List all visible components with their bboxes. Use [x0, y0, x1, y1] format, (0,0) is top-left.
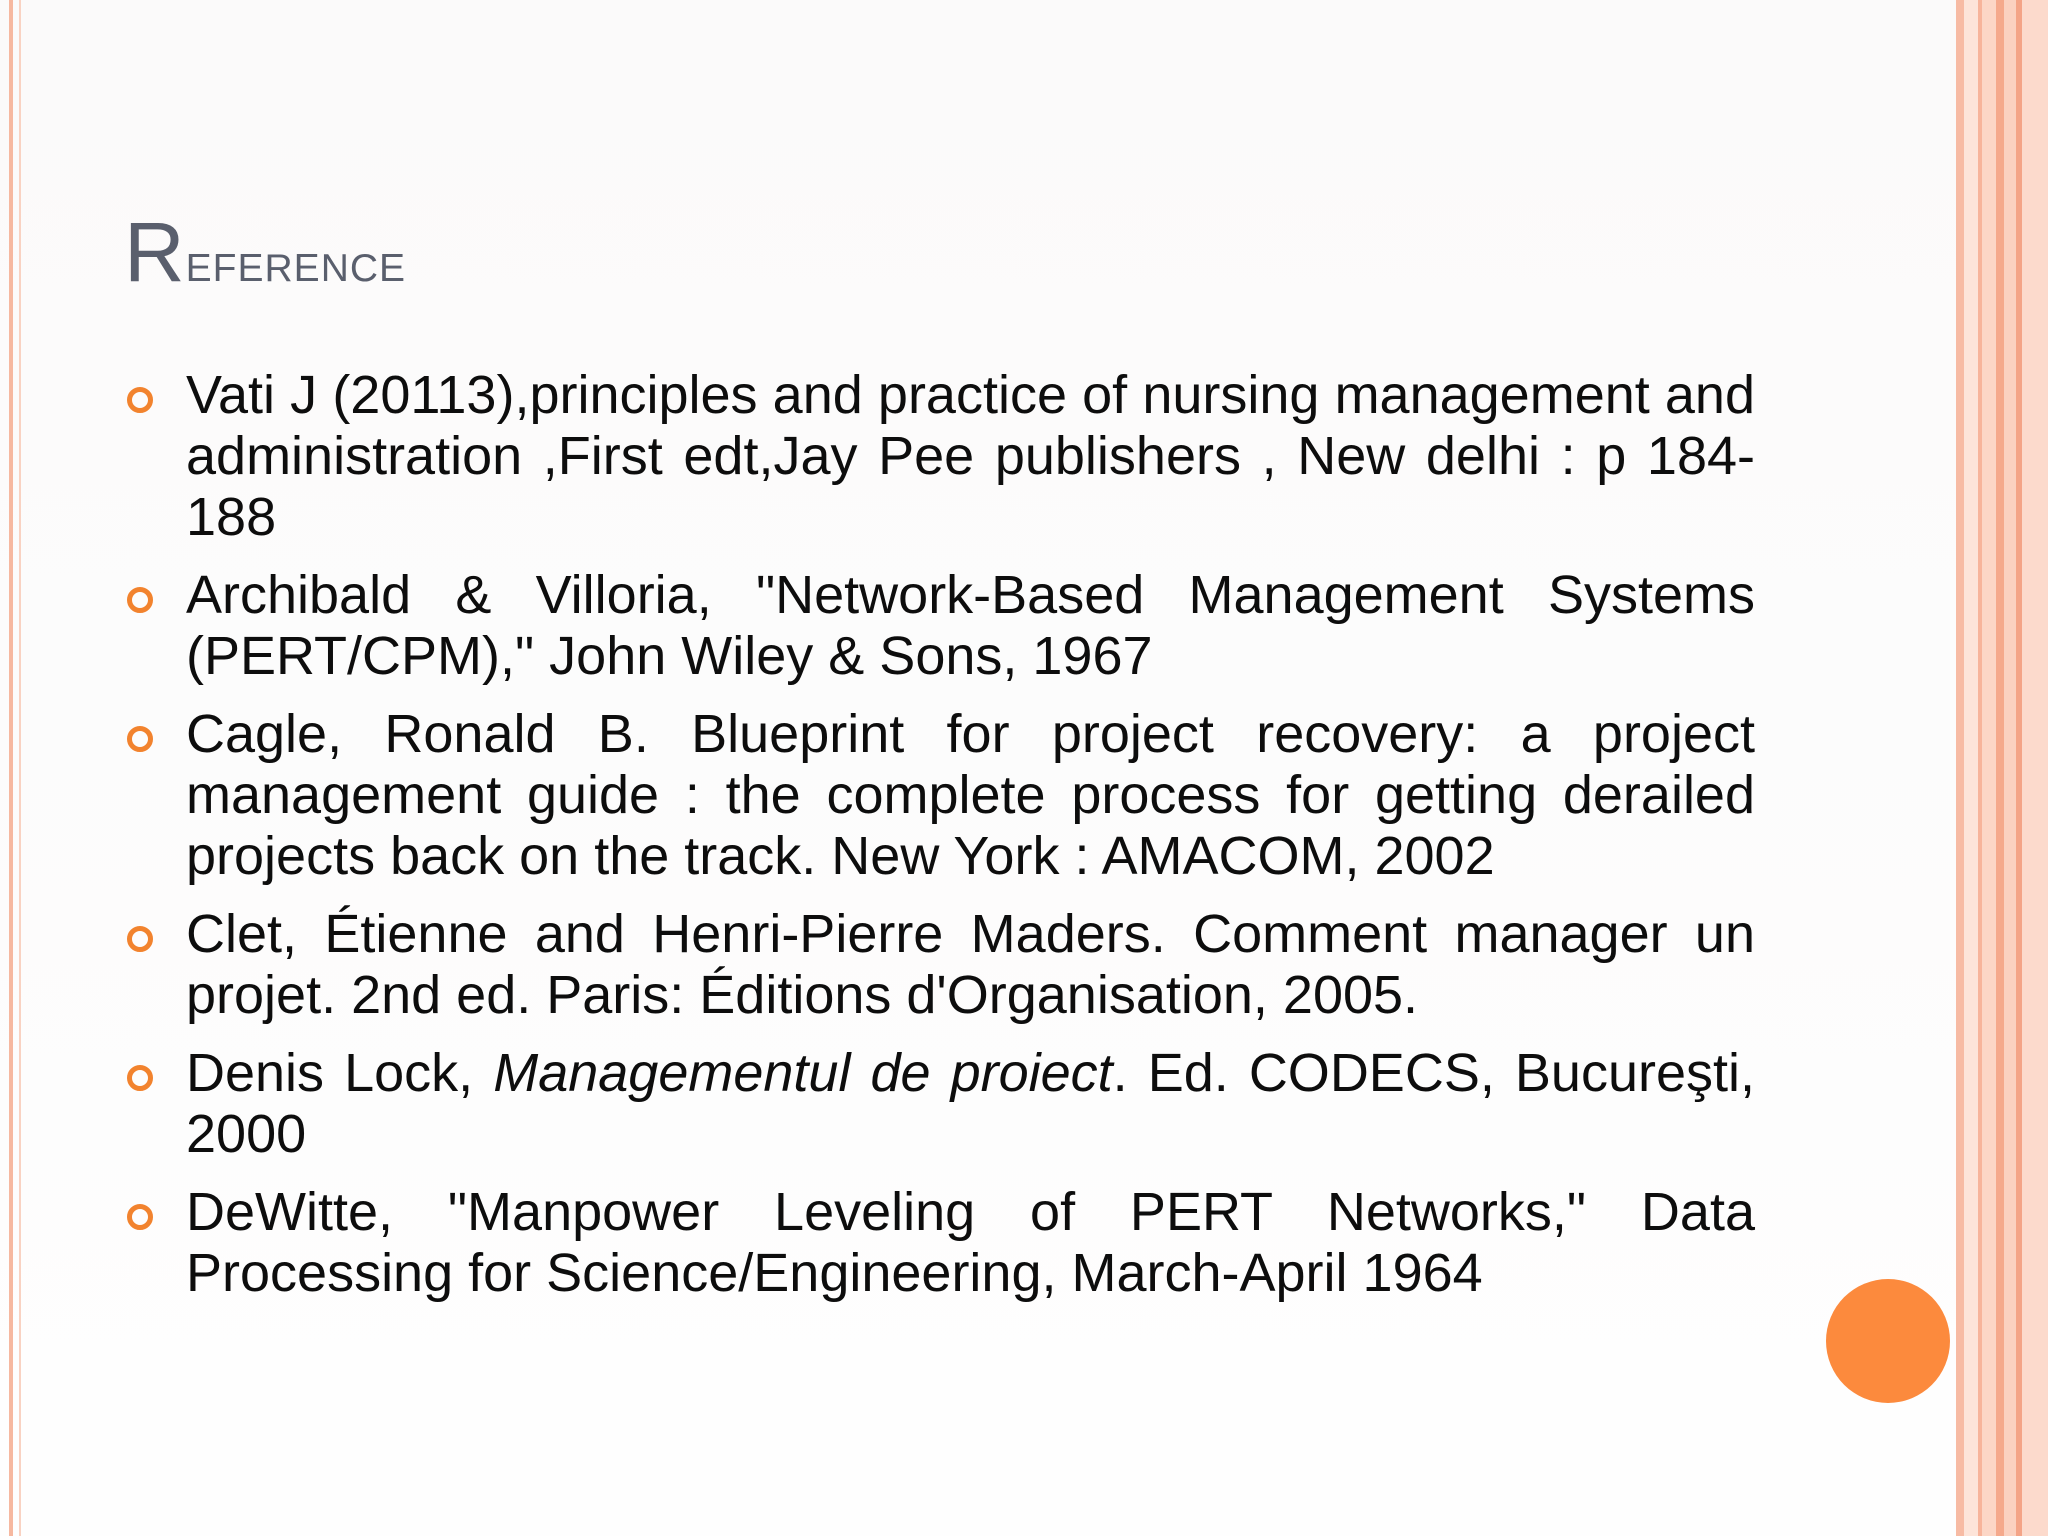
orange-circle-decoration — [1826, 1279, 1950, 1403]
title-rest: eference — [185, 230, 407, 293]
reference-item — [125, 704, 1755, 887]
reference-author: Denis Lock, — [186, 1043, 494, 1103]
ring-bullet-icon — [127, 926, 153, 952]
reference-text — [186, 1043, 1755, 1164]
reference-text: Archibald & Villoria, "Network-Based Management Systems (PERT/CPM)," John Wiley & Sons, 1967 — [186, 565, 1755, 686]
right-decor-stripe — [1996, 0, 2004, 1536]
ring-bullet-icon — [127, 1065, 153, 1091]
reference-publisher: . Ed. CODECS, Bucureşti, 2000 — [186, 1043, 1755, 1164]
right-decor-stripe — [2004, 0, 2016, 1536]
title-initial: R — [124, 205, 186, 299]
reference-item — [125, 1043, 1755, 1165]
reference-item — [125, 565, 1755, 687]
reference-text: Vati J (20113),principles and practice of nursing management and administration ,First edt,Jay Pee publishers , New delhi : p 184-188 — [186, 365, 1755, 547]
reference-book-title: Managementul de proiect — [493, 1043, 1113, 1103]
right-decor-stripe — [2022, 0, 2048, 1536]
slide-title — [124, 205, 407, 299]
reference-item — [125, 365, 1755, 548]
reference-text: Clet, Étienne and Henri-Pierre Maders. Comment manager un projet. 2nd ed. Paris: Éditions d'Organisation, 2005. — [186, 904, 1755, 1025]
left-border-line — [9, 0, 13, 1536]
ring-bullet-icon — [127, 726, 153, 752]
right-decor-stripe — [1964, 0, 1978, 1536]
reference-list — [125, 365, 1755, 1321]
reference-item — [125, 904, 1755, 1026]
reference-text: DeWitte, "Manpower Leveling of PERT Networks," Data Processing for Science/Engineering, March-April 1964 — [186, 1182, 1755, 1303]
right-decor-stripe — [1982, 0, 1996, 1536]
ring-bullet-icon — [127, 387, 153, 413]
ring-bullet-icon — [127, 1204, 153, 1230]
right-decor-stripe — [1956, 0, 1964, 1536]
reference-text: Cagle, Ronald B. Blueprint for project recovery: a project management guide : the complete process for getting derailed projects back on the track. New York : AMACOM, 2002 — [186, 704, 1755, 886]
reference-item — [125, 1182, 1755, 1304]
left-border-line-inner — [19, 0, 21, 1536]
ring-bullet-icon — [127, 587, 153, 613]
